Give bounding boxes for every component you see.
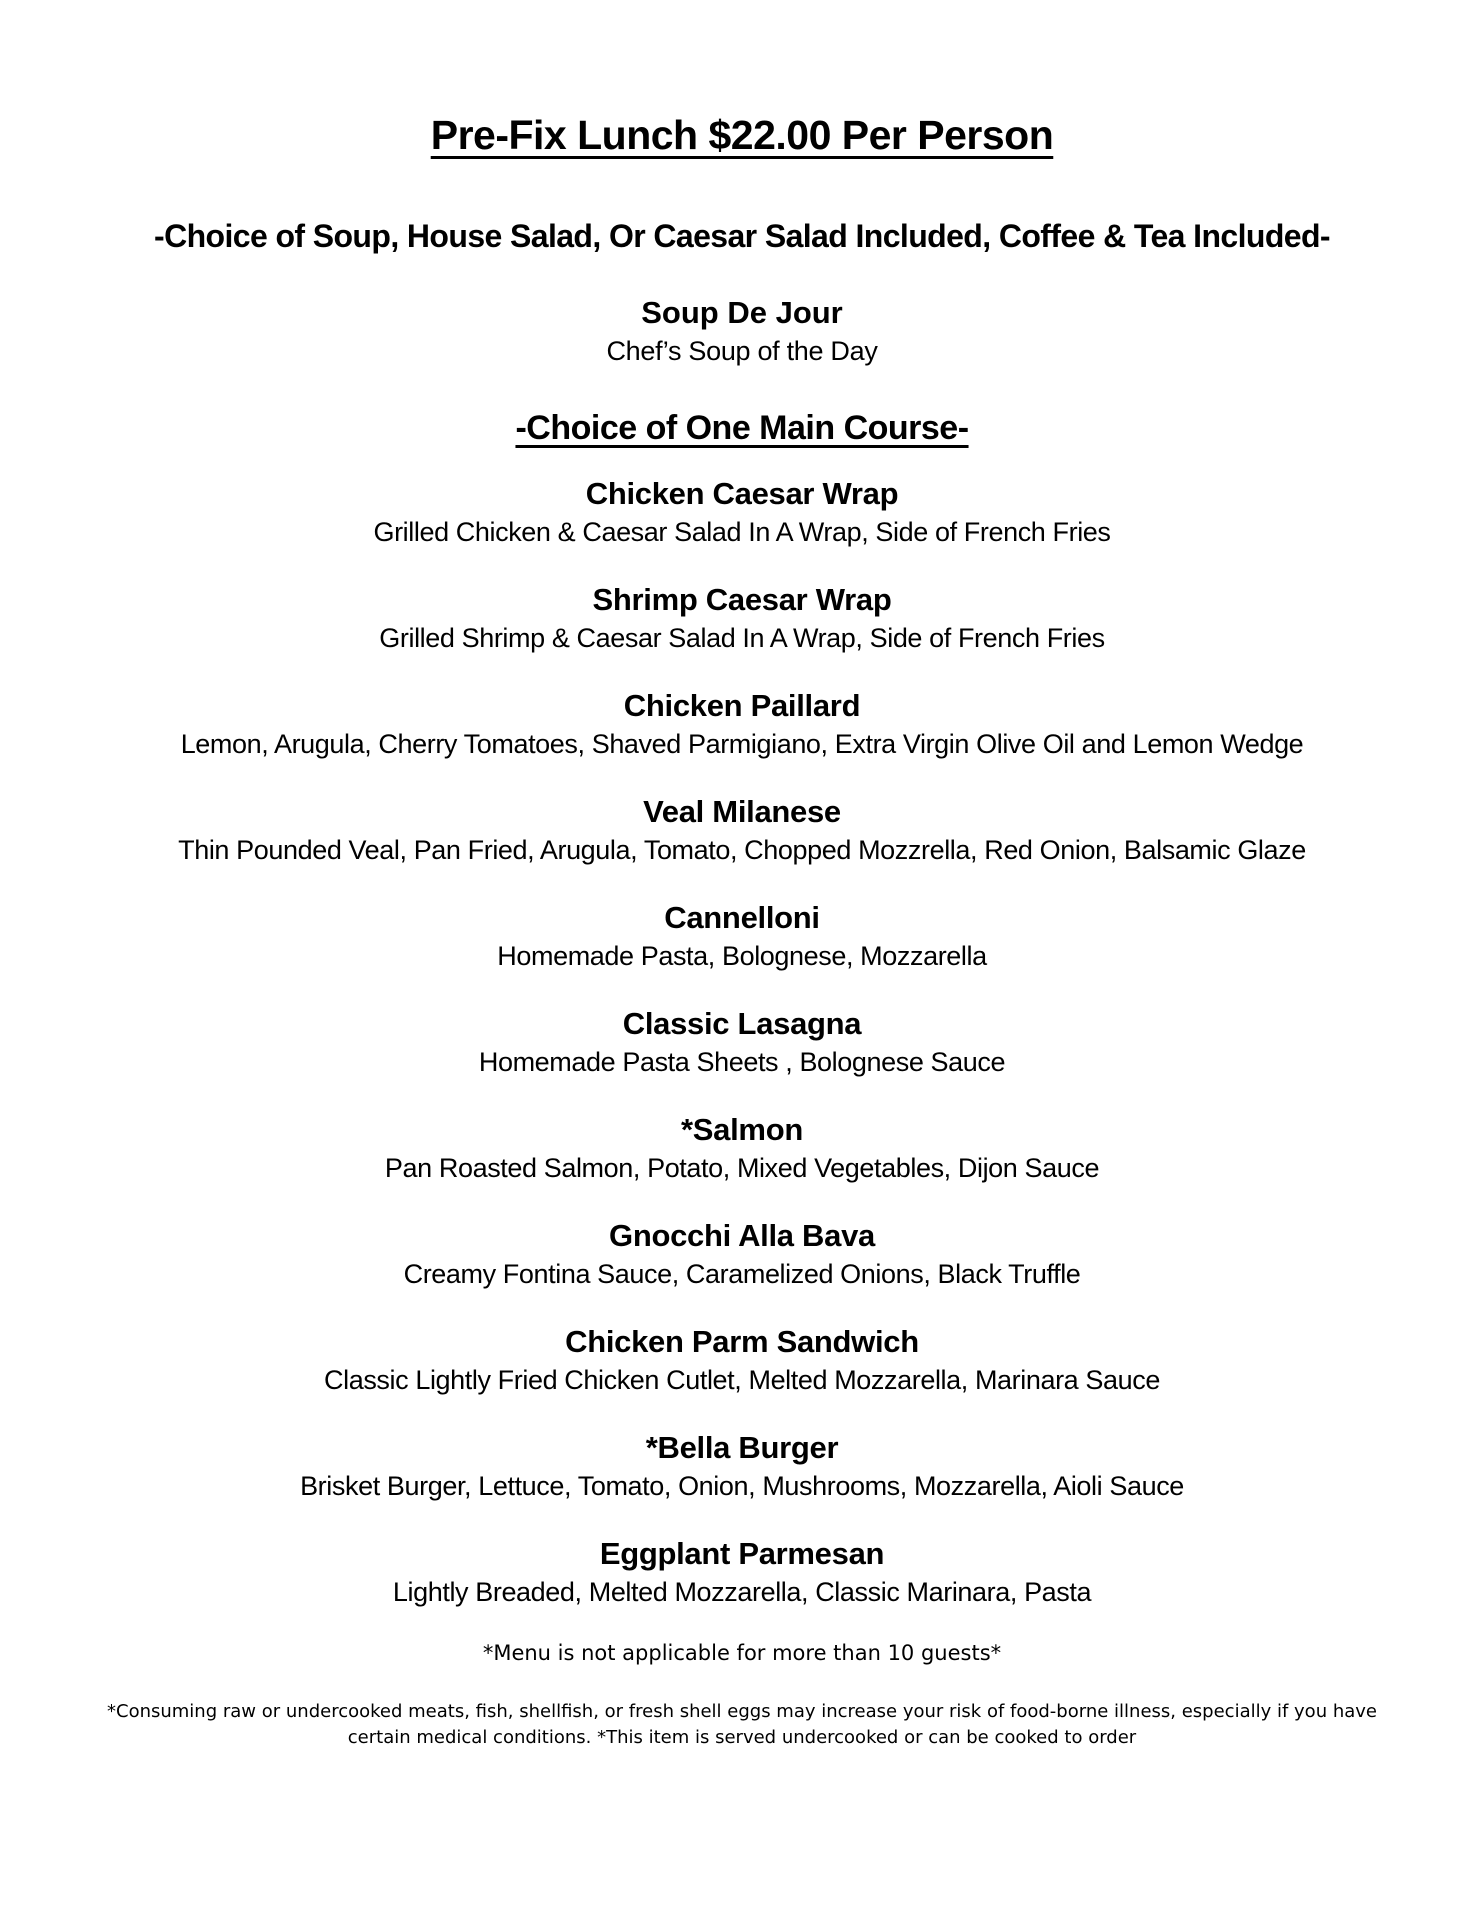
item-name: Eggplant Parmesan: [599, 1536, 885, 1571]
item-description: Lemon, Arugula, Cherry Tomatoes, Shaved Parmigiano, Extra Virgin Olive Oil and Lemon Wedge: [180, 729, 1304, 759]
item-name: Veal Milanese: [643, 794, 841, 829]
menu-item: [72, 1533, 1412, 1610]
item-description: Lightly Breaded, Melted Mozzarella, Classic Marinara, Pasta: [392, 1577, 1092, 1607]
item-name: Chicken Parm Sandwich: [565, 1324, 919, 1359]
item-description: Homemade Pasta, Bolognese, Mozzarella: [497, 941, 987, 971]
soup-section: [72, 292, 1412, 369]
item-description: Brisket Burger, Lettuce, Tomato, Onion, Mushrooms, Mozzarella, Aioli Sauce: [300, 1471, 1184, 1501]
menu-item: [72, 791, 1412, 868]
guest-limit-note: *Menu is not applicable for more than 10 guests*: [482, 1641, 1002, 1665]
menu-item: [72, 579, 1412, 656]
item-name: *Bella Burger: [645, 1430, 839, 1465]
menu-item: [72, 1321, 1412, 1398]
item-name: Cannelloni: [664, 900, 820, 935]
item-name: Chicken Caesar Wrap: [585, 476, 899, 511]
item-name: Gnocchi Alla Bava: [609, 1218, 875, 1253]
item-description: Homemade Pasta Sheets , Bolognese Sauce: [478, 1047, 1006, 1077]
item-name: Chicken Paillard: [623, 688, 861, 723]
page-title: Pre-Fix Lunch $22.00 Per Person: [430, 112, 1054, 158]
item-description: Pan Roasted Salmon, Potato, Mixed Vegetables, Dijon Sauce: [384, 1153, 1100, 1183]
menu-item: [72, 897, 1412, 974]
item-description: Grilled Shrimp & Caesar Salad In A Wrap, Side of French Fries: [379, 623, 1105, 653]
item-description: Classic Lightly Fried Chicken Cutlet, Melted Mozzarella, Marinara Sauce: [324, 1365, 1160, 1395]
item-name: Classic Lasagna: [622, 1006, 862, 1041]
item-name: *Salmon: [681, 1112, 803, 1147]
menu-items-list: [72, 473, 1412, 1610]
menu-item: [72, 1109, 1412, 1186]
soup-name: Soup De Jour: [641, 295, 843, 330]
main-course-heading: -Choice of One Main Course-: [515, 409, 969, 447]
soup-description: Chef’s Soup of the Day: [606, 336, 878, 366]
menu-item: [72, 1427, 1412, 1504]
item-description: Creamy Fontina Sauce, Caramelized Onions, Black Truffle: [403, 1259, 1081, 1289]
food-safety-disclaimer: *Consuming raw or undercooked meats, fish, shellfish, or fresh shell eggs may increase your risk of food-borne illness, especially if you have certain medical conditions. *This item is served undercooked or can be cooked to order: [107, 1701, 1377, 1748]
item-description: Thin Pounded Veal, Pan Fried, Arugula, Tomato, Chopped Mozzrella, Red Onion, Balsamic Glaze: [178, 835, 1306, 865]
menu-item: [72, 685, 1412, 762]
menu-item: [72, 1003, 1412, 1080]
menu-item: [72, 1215, 1412, 1292]
item-name: Shrimp Caesar Wrap: [592, 582, 892, 617]
included-items-subtitle: -Choice of Soup, House Salad, Or Caesar Salad Included, Coffee & Tea Included-: [154, 218, 1330, 254]
item-description: Grilled Chicken & Caesar Salad In A Wrap, Side of French Fries: [373, 517, 1111, 547]
menu-item: [72, 473, 1412, 550]
